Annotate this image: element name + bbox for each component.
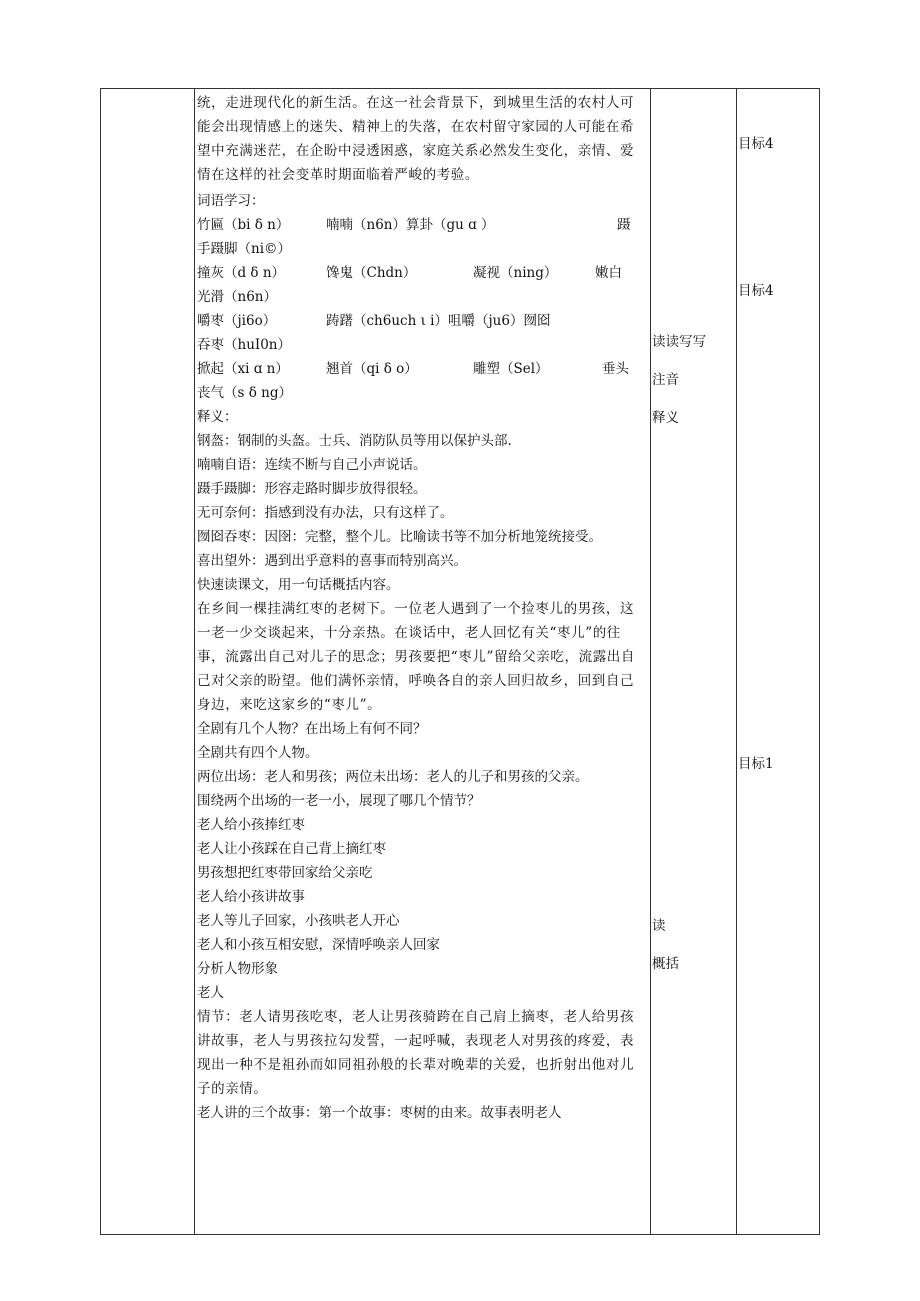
plot-paragraph: 情节：老人请男孩吃枣，老人让男孩骑跨在自己肩上摘枣，老人给男孩讲故事，老人与男孩拉勾发誓，一起呼喊，表现老人对男孩的疼爱，表现出一种不是祖孙而如同祖孙般的长辈对晚辈的关爱，也折射出他对儿子的亲情。 — [197, 1009, 635, 1097]
vocab-item: 喃喃（n6n）算卦（gu ɑ ） — [326, 217, 495, 233]
vocab-item: 凝视（ning） — [473, 265, 558, 281]
activity-read-write: 读读写写 — [652, 334, 706, 350]
plot-item: 老人和小孩互相安慰，深情呼唤亲人回家 — [197, 937, 440, 953]
vocab-item: 嫩白 — [595, 265, 622, 281]
plot-item: 老人给小孩讲故事 — [197, 889, 305, 905]
vocab-item: 掀起（xi ɑ n） — [197, 361, 289, 377]
vocab-row — [197, 357, 637, 381]
question-line: 围绕两个出场的一老一小，展现了哪几个情节？ — [197, 793, 481, 809]
plot-item: 男孩想把红枣带回家给父亲吃 — [197, 865, 373, 881]
plot-item: 老人让小孩踩在自己背上摘红枣 — [197, 841, 386, 857]
question-line: 全剧共有四个人物。 — [197, 745, 319, 761]
quick-read-task: 快速读课文，用一句话概括内容。 — [197, 577, 400, 593]
vocab-item: 吞枣（huI0n） — [197, 337, 292, 353]
gloss-item: 无可奈何：指感到没有办法，只有这样了。 — [197, 505, 454, 521]
gloss-item: 蹑手蹑脚：形容走路时脚步放得很轻。 — [197, 481, 427, 497]
table-column-activities — [651, 89, 737, 1234]
vocab-row — [197, 309, 637, 333]
vocab-item: 丧气（s δ ng） — [197, 385, 292, 401]
gloss-title: 释义： — [197, 409, 238, 425]
vocab-item: 馋鬼（Chdn） — [326, 265, 417, 281]
lesson-table — [100, 88, 820, 1235]
section-heading: 分析人物形象 — [197, 961, 278, 977]
vocab-item: 手蹑脚（ni©） — [197, 241, 292, 257]
question-line: 全剧有几个人物？在出场上有何不同？ — [197, 721, 427, 737]
vocab-title: 词语学习： — [197, 193, 265, 209]
story-line: 老人讲的三个故事：第一个故事：枣树的由来。故事表明老人 — [197, 1105, 562, 1121]
vocab-row — [197, 333, 637, 357]
gloss-item: 钢盔：钢制的头盔。士兵、消防队员等用以保护头部. — [197, 433, 512, 449]
activity-explain: 释义 — [652, 410, 679, 426]
vocab-row — [197, 381, 637, 405]
vocab-row — [197, 213, 637, 237]
plot-item: 老人等儿子回家，小孩哄老人开心 — [197, 913, 400, 929]
vocab-row — [197, 261, 637, 285]
question-line: 两位出场：老人和男孩；两位未出场：老人的儿子和男孩的父亲。 — [197, 769, 589, 785]
activity-annotate: 注音 — [652, 372, 679, 388]
gloss-item: 喜出望外：遇到出乎意料的喜事而特别高兴。 — [197, 553, 467, 569]
activity-read: 读 — [652, 918, 666, 934]
plot-item: 老人给小孩捧红枣 — [197, 817, 305, 833]
vocab-item: 光滑（n6n） — [197, 289, 277, 305]
table-column-blank — [101, 89, 195, 1234]
activity-summarize: 概括 — [652, 956, 679, 972]
vocab-item: 雕塑（Sel） — [473, 361, 549, 377]
goal-label: 目标1 — [738, 756, 774, 772]
vocab-item: 翘首（qi δ o） — [326, 361, 418, 377]
goal-label: 目标4 — [738, 283, 774, 299]
vocab-item: 蹑 — [617, 217, 631, 233]
goal-label: 目标4 — [738, 136, 774, 152]
vocab-row — [197, 285, 637, 309]
gloss-item: 囫囵吞枣：因囹：完整，整个儿。比喻读书等不加分析地笼统接受。 — [197, 529, 602, 545]
vocab-item: 竹匾（bi δ n） — [197, 217, 290, 233]
gloss-item: 喃喃自语：连续不断与自己小声说话。 — [197, 457, 427, 473]
intro-paragraph: 统，走进现代化的新生活。在这一社会背景下，到城里生活的农村人可能会出现情感上的迷失、精神上的失落，在农村留守家园的人可能在希望中充满迷茫，在企盼中浸透困惑，家庭关系必然发生变化，亲情、爱情在这样的社会变革时期面临着严峻的考验。 — [197, 95, 635, 183]
vocab-item: 踌躇（ch6uch ι i）咀嚼（ju6）囫囵 — [326, 313, 551, 329]
table-column-goals — [737, 89, 821, 1234]
vocab-item: 嚼枣（ji6o） — [197, 313, 277, 329]
content-cell — [197, 91, 637, 1125]
summary-paragraph: 在乡间一棵挂满红枣的老树下。一位老人遇到了一个捡枣儿的男孩，这一老一少交谈起来，十分亲热。在谈话中，老人回忆有关“枣儿”的往事，流露出自己对儿子的思念；男孩要把“枣儿”留给父亲吃，流露出自己对父亲的盼望。他们满怀亲情，呼唤各自的亲人回归故乡，回到自己身边，来吃这家乡的“枣儿”。 — [197, 601, 636, 713]
vocab-item: 垂头 — [602, 361, 629, 377]
vocab-row — [197, 237, 637, 261]
character-heading: 老人 — [197, 985, 224, 1001]
vocab-item: 撞灰（d δ n） — [197, 265, 286, 281]
